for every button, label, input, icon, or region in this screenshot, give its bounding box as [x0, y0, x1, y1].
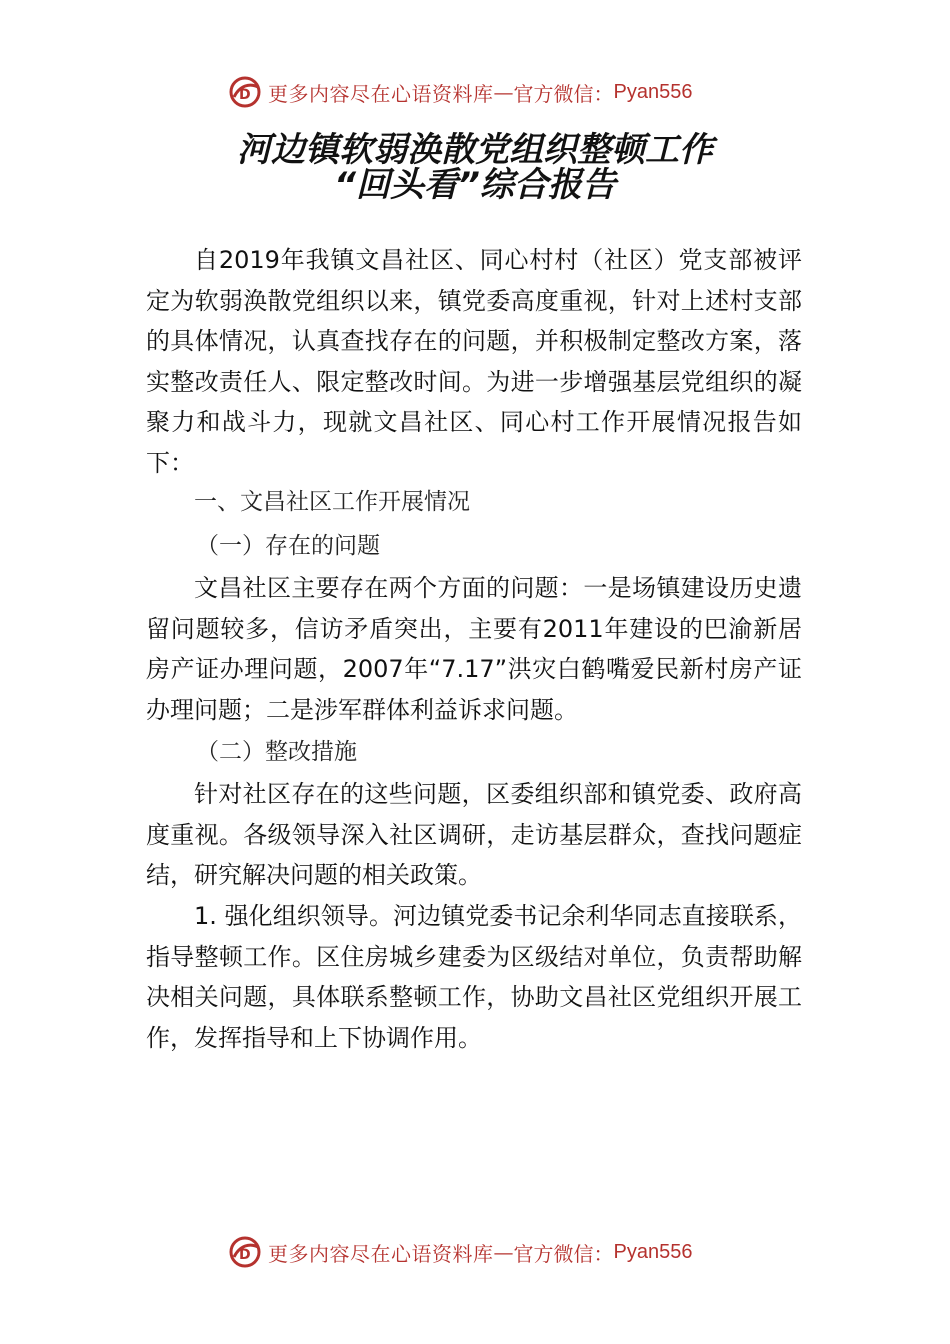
- measures-paragraph: 针对社区存在的这些问题，区委组织部和镇党委、政府高度重视。各级领导深入社区调研，走访基层群众，查找问题症结，研究解决问题的相关政策。: [146, 780, 802, 889]
- banner-dash: —: [493, 80, 514, 104]
- subsection-heading-measures: （二）整改措施: [196, 739, 357, 765]
- intro-paragraph: 自2019年我镇文昌社区、同心村村（社区）党支部被评定为软弱涣散党组织以来，镇党委高度重视，针对上述村支部的具体情况，认真查找存在的问题，并积极制定整改方案，落实整改责任人、限定整改时间。为进一步增强基层党组织的凝聚力和战斗力，现就文昌社区、同心村工作开展情况报告如下：: [146, 246, 802, 477]
- svg-text:D: D: [239, 87, 251, 103]
- brand-logo-icon: [228, 75, 262, 109]
- banner-wechat-label: 官方微信：: [513, 81, 614, 106]
- document-title-line2: “回头看”综合报告: [334, 165, 616, 205]
- header-banner: [228, 72, 692, 112]
- banner-wechat-id: Pyan556: [613, 80, 693, 103]
- document-title-line1: 河边镇软弱涣散党组织整顿工作: [237, 130, 713, 170]
- measure-item-1: 1. 强化组织领导。河边镇党委书记余利华同志直接联系，指导整顿工作。区住房城乡建委为区级结对单位，负责帮助解决相关问题，具体联系整顿工作，协助文昌社区党组织开展工作，发挥指导和上下协调作用。: [146, 902, 802, 1052]
- brand-logo-icon: [228, 1235, 262, 1269]
- banner-wechat-id: Pyan556: [613, 1240, 693, 1263]
- svg-text:D: D: [239, 1247, 251, 1263]
- banner-dash: —: [493, 1240, 514, 1264]
- problems-paragraph: 文昌社区主要存在两个方面的问题：一是场镇建设历史遗留问题较多，信访矛盾突出，主要有2011年建设的巴渝新居房产证办理问题，2007年“7.17”洪灾白鹤嘴爱民新村房产证办理问题；二是涉军群体利益诉求问题。: [146, 574, 802, 724]
- subsection-heading-problems: （一）存在的问题: [196, 533, 380, 559]
- banner-text: 更多内容尽在心语资料库: [268, 1241, 494, 1266]
- section-heading-1: 一、文昌社区工作开展情况: [194, 489, 470, 515]
- banner-wechat-label: 官方微信：: [513, 1241, 614, 1266]
- banner-text: 更多内容尽在心语资料库: [268, 81, 494, 106]
- footer-banner: [228, 1232, 692, 1272]
